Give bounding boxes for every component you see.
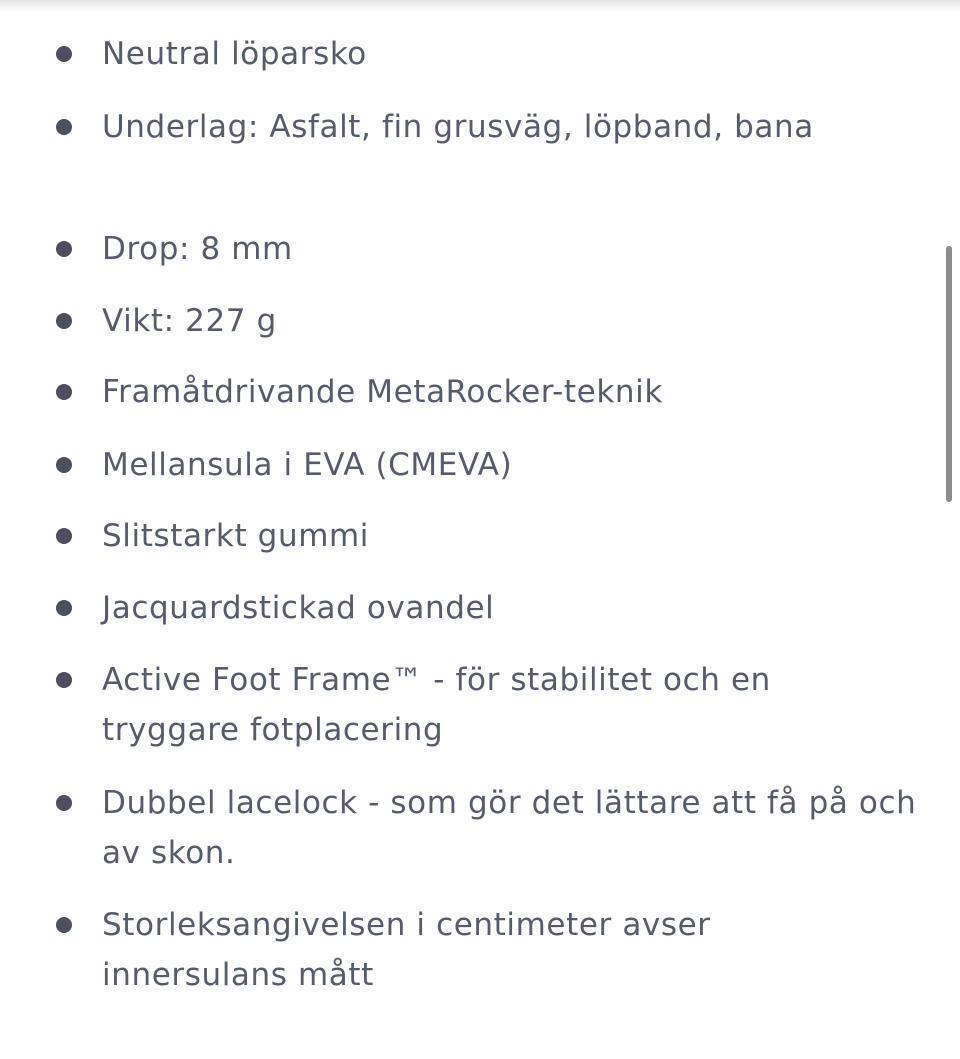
bullet-icon [56,313,72,329]
bullet-icon [56,600,72,616]
top-edge-shadow [0,0,960,12]
spec-text: Storleksangivelsen i centimeter avser innersulans mått [102,907,711,993]
spec-text: Dubbel lacelock - som gör det lättare att få på och av skon. [102,785,917,871]
bullet-icon [56,917,72,933]
bullet-icon [56,384,72,400]
spec-text: Drop: 8 mm [102,231,293,267]
spec-text: Underlag: Asfalt, fin grusväg, löpband, bana [102,109,814,145]
bullet-icon [56,46,72,62]
spec-text: Jacquardstickad ovandel [102,590,495,626]
spec-text: Mellansula i EVA (CMEVA) [102,447,513,483]
spec-text: Framåtdrivande MetaRocker-teknik [102,374,663,410]
scrollbar-track[interactable] [946,0,954,1059]
spec-text: Vikt: 227 g [102,303,277,339]
spec-text: Slitstarkt gummi [102,518,369,554]
bullet-icon [56,795,72,811]
bullet-icon [56,672,72,688]
bullet-icon [56,119,72,135]
scrollbar-thumb[interactable] [946,246,952,502]
bullet-icon [56,457,72,473]
spec-text: Neutral löparsko [102,36,367,72]
bullet-icon [56,528,72,544]
bullet-icon [56,241,72,257]
spec-text: Active Foot Frame™ - för stabilitet och en tryggare fotplacering [102,662,771,748]
